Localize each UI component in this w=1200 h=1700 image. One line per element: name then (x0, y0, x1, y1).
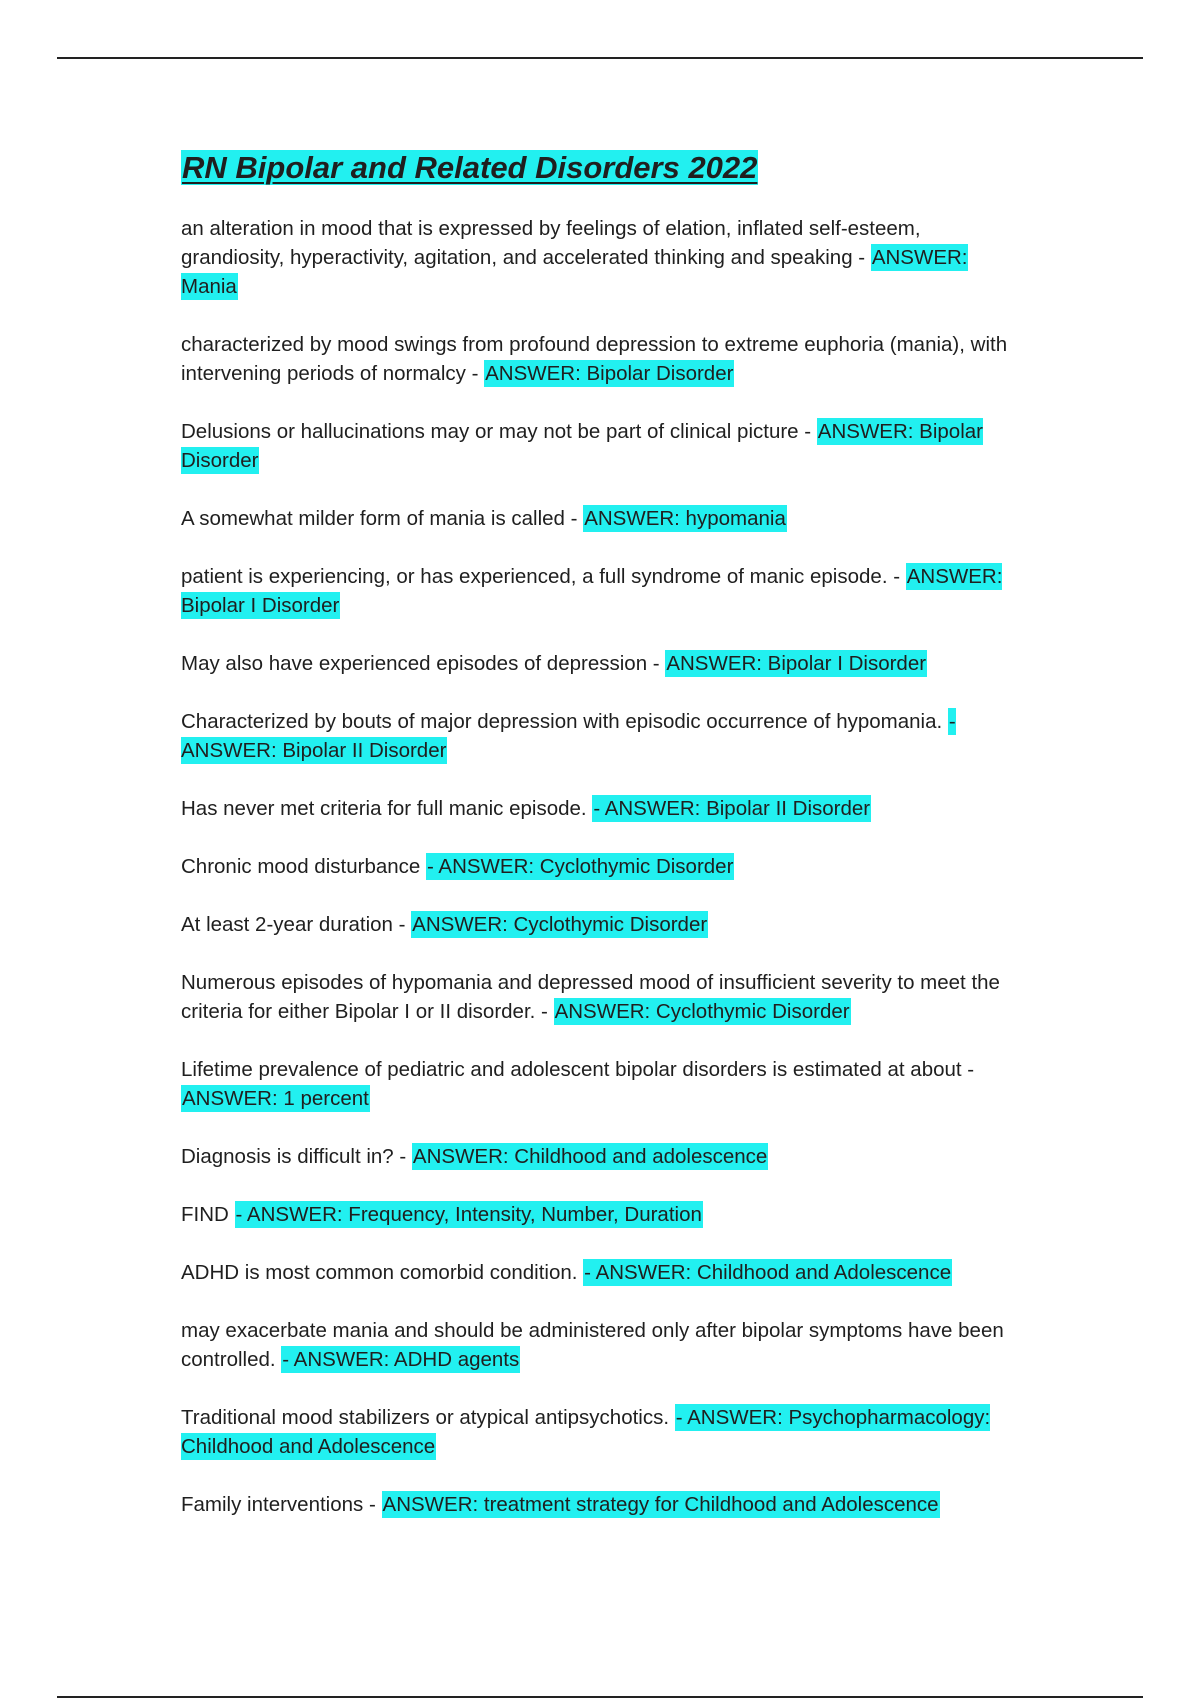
question-text: Chronic mood disturbance (181, 855, 426, 878)
answer-text: ANSWER: Cyclothymic Disorder (412, 913, 708, 936)
answer-text: ANSWER: 1 percent (182, 1087, 369, 1110)
qa-item (181, 330, 1021, 388)
qa-item (181, 910, 1021, 939)
answer-text: ANSWER: Cyclothymic Disorder (554, 1000, 850, 1023)
answer-text: ANSWER: treatment strategy for Childhood and Adolescence (382, 1493, 939, 1516)
question-text: an alteration in mood that is expressed by feelings of elation, inflated self-esteem, grandiosity, hyperactivity, agitation, and accelerated thinking and speaking - (181, 217, 921, 269)
qa-item (181, 1403, 1021, 1461)
question-text: Traditional mood stabilizers or atypical antipsychotics. (181, 1406, 675, 1429)
qa-item (181, 417, 1021, 475)
qa-item (181, 1055, 1021, 1113)
question-text: Diagnosis is difficult in? - (181, 1145, 412, 1168)
qa-item (181, 214, 1021, 301)
question-text: Family interventions - (181, 1493, 382, 1516)
question-text: patient is experiencing, or has experienced, a full syndrome of manic episode. - (181, 565, 906, 588)
answer-text: - ANSWER: Cyclothymic Disorder (427, 855, 734, 878)
question-text: Lifetime prevalence of pediatric and adolescent bipolar disorders is estimated at about - (181, 1058, 975, 1081)
answer-text: - ANSWER: Frequency, Intensity, Number, Duration (235, 1203, 702, 1226)
question-text: Numerous episodes of hypomania and depressed mood of insufficient severity to meet the criteria for either Bipolar I or II disorder. - (181, 971, 1000, 1023)
qa-item (181, 1316, 1021, 1374)
answer-text: - ANSWER: Bipolar II Disorder (593, 797, 871, 820)
qa-item (181, 1490, 1021, 1519)
answer-text: - ANSWER: Bipolar II Disorder (181, 710, 956, 762)
qa-item (181, 504, 1021, 533)
document-title (181, 146, 1021, 190)
answer-text: ANSWER: Bipolar I Disorder (666, 652, 927, 675)
question-text: Has never met criteria for full manic episode. (181, 797, 593, 820)
question-text: FIND (181, 1203, 235, 1226)
qa-item (181, 707, 1021, 765)
question-text: characterized by mood swings from profound depression to extreme euphoria (mania), with intervening periods of normalcy - (181, 333, 1008, 385)
answer-text: ANSWER: Bipolar I Disorder (181, 565, 1003, 617)
answer-text: ANSWER: Bipolar Disorder (181, 420, 983, 472)
answer-text: - ANSWER: Childhood and Adolescence (584, 1261, 952, 1284)
answer-text: ANSWER: hypomania (584, 507, 786, 530)
qa-item (181, 1200, 1021, 1229)
document-title-text: RN Bipolar and Related Disorders 2022 (182, 150, 758, 185)
question-text: May also have experienced episodes of depression - (181, 652, 666, 675)
answer-text: - ANSWER: Psychopharmacology: Childhood and Adolescence (181, 1406, 991, 1458)
answer-text: ANSWER: Bipolar Disorder (485, 362, 734, 385)
question-text: At least 2-year duration - (181, 913, 412, 936)
answer-text: ANSWER: Childhood and adolescence (412, 1145, 768, 1168)
question-text: A somewhat milder form of mania is called - (181, 507, 584, 530)
qa-item (181, 1142, 1021, 1171)
document-body (181, 146, 1021, 1548)
qa-item (181, 794, 1021, 823)
answer-text: - ANSWER: ADHD agents (282, 1348, 520, 1371)
qa-item (181, 649, 1021, 678)
question-text: may exacerbate mania and should be administered only after bipolar symptoms have been controlled. (181, 1319, 1004, 1371)
question-text: ADHD is most common comorbid condition. (181, 1261, 584, 1284)
header-rule (57, 57, 1143, 59)
question-text: Characterized by bouts of major depression with episodic occurrence of hypomania. (181, 710, 948, 733)
qa-item (181, 1258, 1021, 1287)
qa-item (181, 852, 1021, 881)
footer-rule (57, 1696, 1143, 1698)
answer-text: ANSWER: Mania (181, 246, 968, 298)
question-text: Delusions or hallucinations may or may not be part of clinical picture - (181, 420, 817, 443)
qa-item (181, 968, 1021, 1026)
qa-item (181, 562, 1021, 620)
